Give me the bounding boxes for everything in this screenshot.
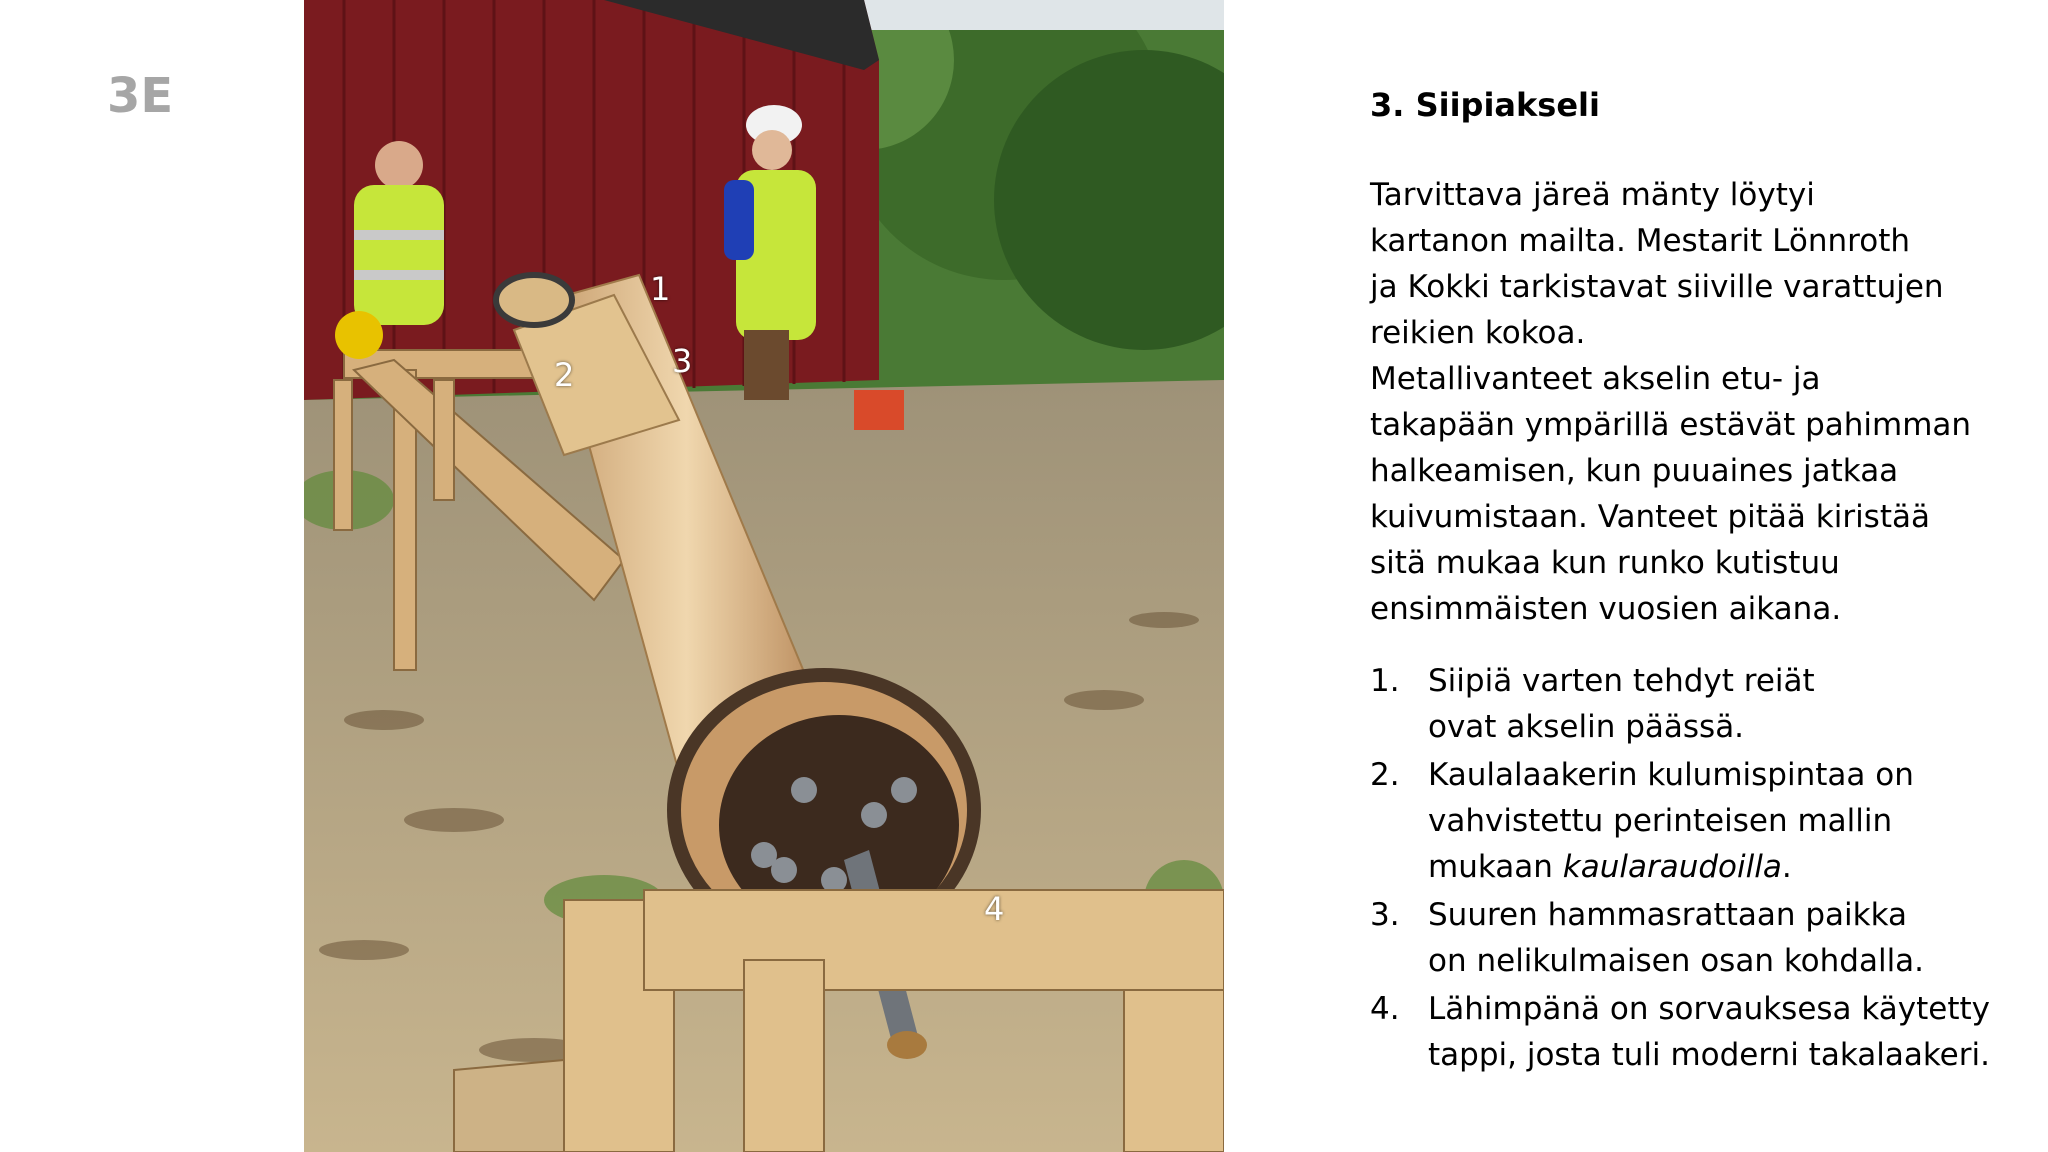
list-number: 2. [1370,757,1400,793]
description-panel [1370,82,2010,1080]
list-line: vahvistettu perinteisen mallin [1428,803,1893,839]
callout-1: 1 [650,270,671,308]
photo-illustration [304,0,1224,1152]
paragraph-line: ja Kokki tarkistavat siiville varattujen [1370,269,1944,305]
list-number: 1. [1370,663,1400,699]
paragraph-line: reikien kokoa. [1370,315,1586,351]
paragraph-1 [1370,172,2010,356]
list-item [1370,752,2010,890]
callout-2: 2 [554,356,575,394]
list-item [1370,986,2010,1078]
list-line [1428,844,2010,890]
paragraph-line: ensimmäisten vuosien aikana. [1370,591,1842,627]
list-line: Siipiä varten tehdyt reiät [1428,663,1815,699]
section-heading: 3. Siipiakseli [1370,86,1600,124]
numbered-list [1370,658,2010,1078]
callout-3: 3 [672,342,693,380]
paragraph-line: kuivumistaan. Vanteet pitää kiristää [1370,499,1930,535]
paragraph-line: Metallivanteet akselin etu- ja [1370,361,1821,397]
paragraph-line: halkeamisen, kun puuaines jatkaa [1370,453,1899,489]
list-line: tappi, josta tuli moderni takalaakeri. [1428,1037,1990,1073]
callout-4: 4 [984,890,1005,928]
list-line-prefix: mukaan [1428,849,1563,885]
list-number: 3. [1370,897,1400,933]
italic-term: kaularaudoilla [1562,849,1782,885]
slide-id: 3E [107,68,174,124]
list-item [1370,658,2010,750]
list-number: 4. [1370,991,1400,1027]
list-line: Suuren hammasrattaan paikka [1428,897,1907,933]
paragraph-2 [1370,356,2010,632]
list-line-suffix: . [1781,849,1792,885]
paragraph-line: kartanon mailta. Mestarit Lönnroth [1370,223,1911,259]
paragraph-line: takapään ympärillä estävät pahimman [1370,407,1972,443]
photo-wooden-shaft [304,0,1224,1152]
list-line: ovat akselin päässä. [1428,709,1745,745]
list-line: on nelikulmaisen osan kohdalla. [1428,943,1925,979]
list-line: Kaulalaakerin kulumispintaa on [1428,757,1914,793]
list-item [1370,892,2010,984]
list-line: Lähimpänä on sorvauksesa käytetty [1428,991,1991,1027]
paragraph-line: Tarvittava järeä mänty löytyi [1370,177,1815,213]
paragraph-line: sitä mukaa kun runko kutistuu [1370,545,1840,581]
